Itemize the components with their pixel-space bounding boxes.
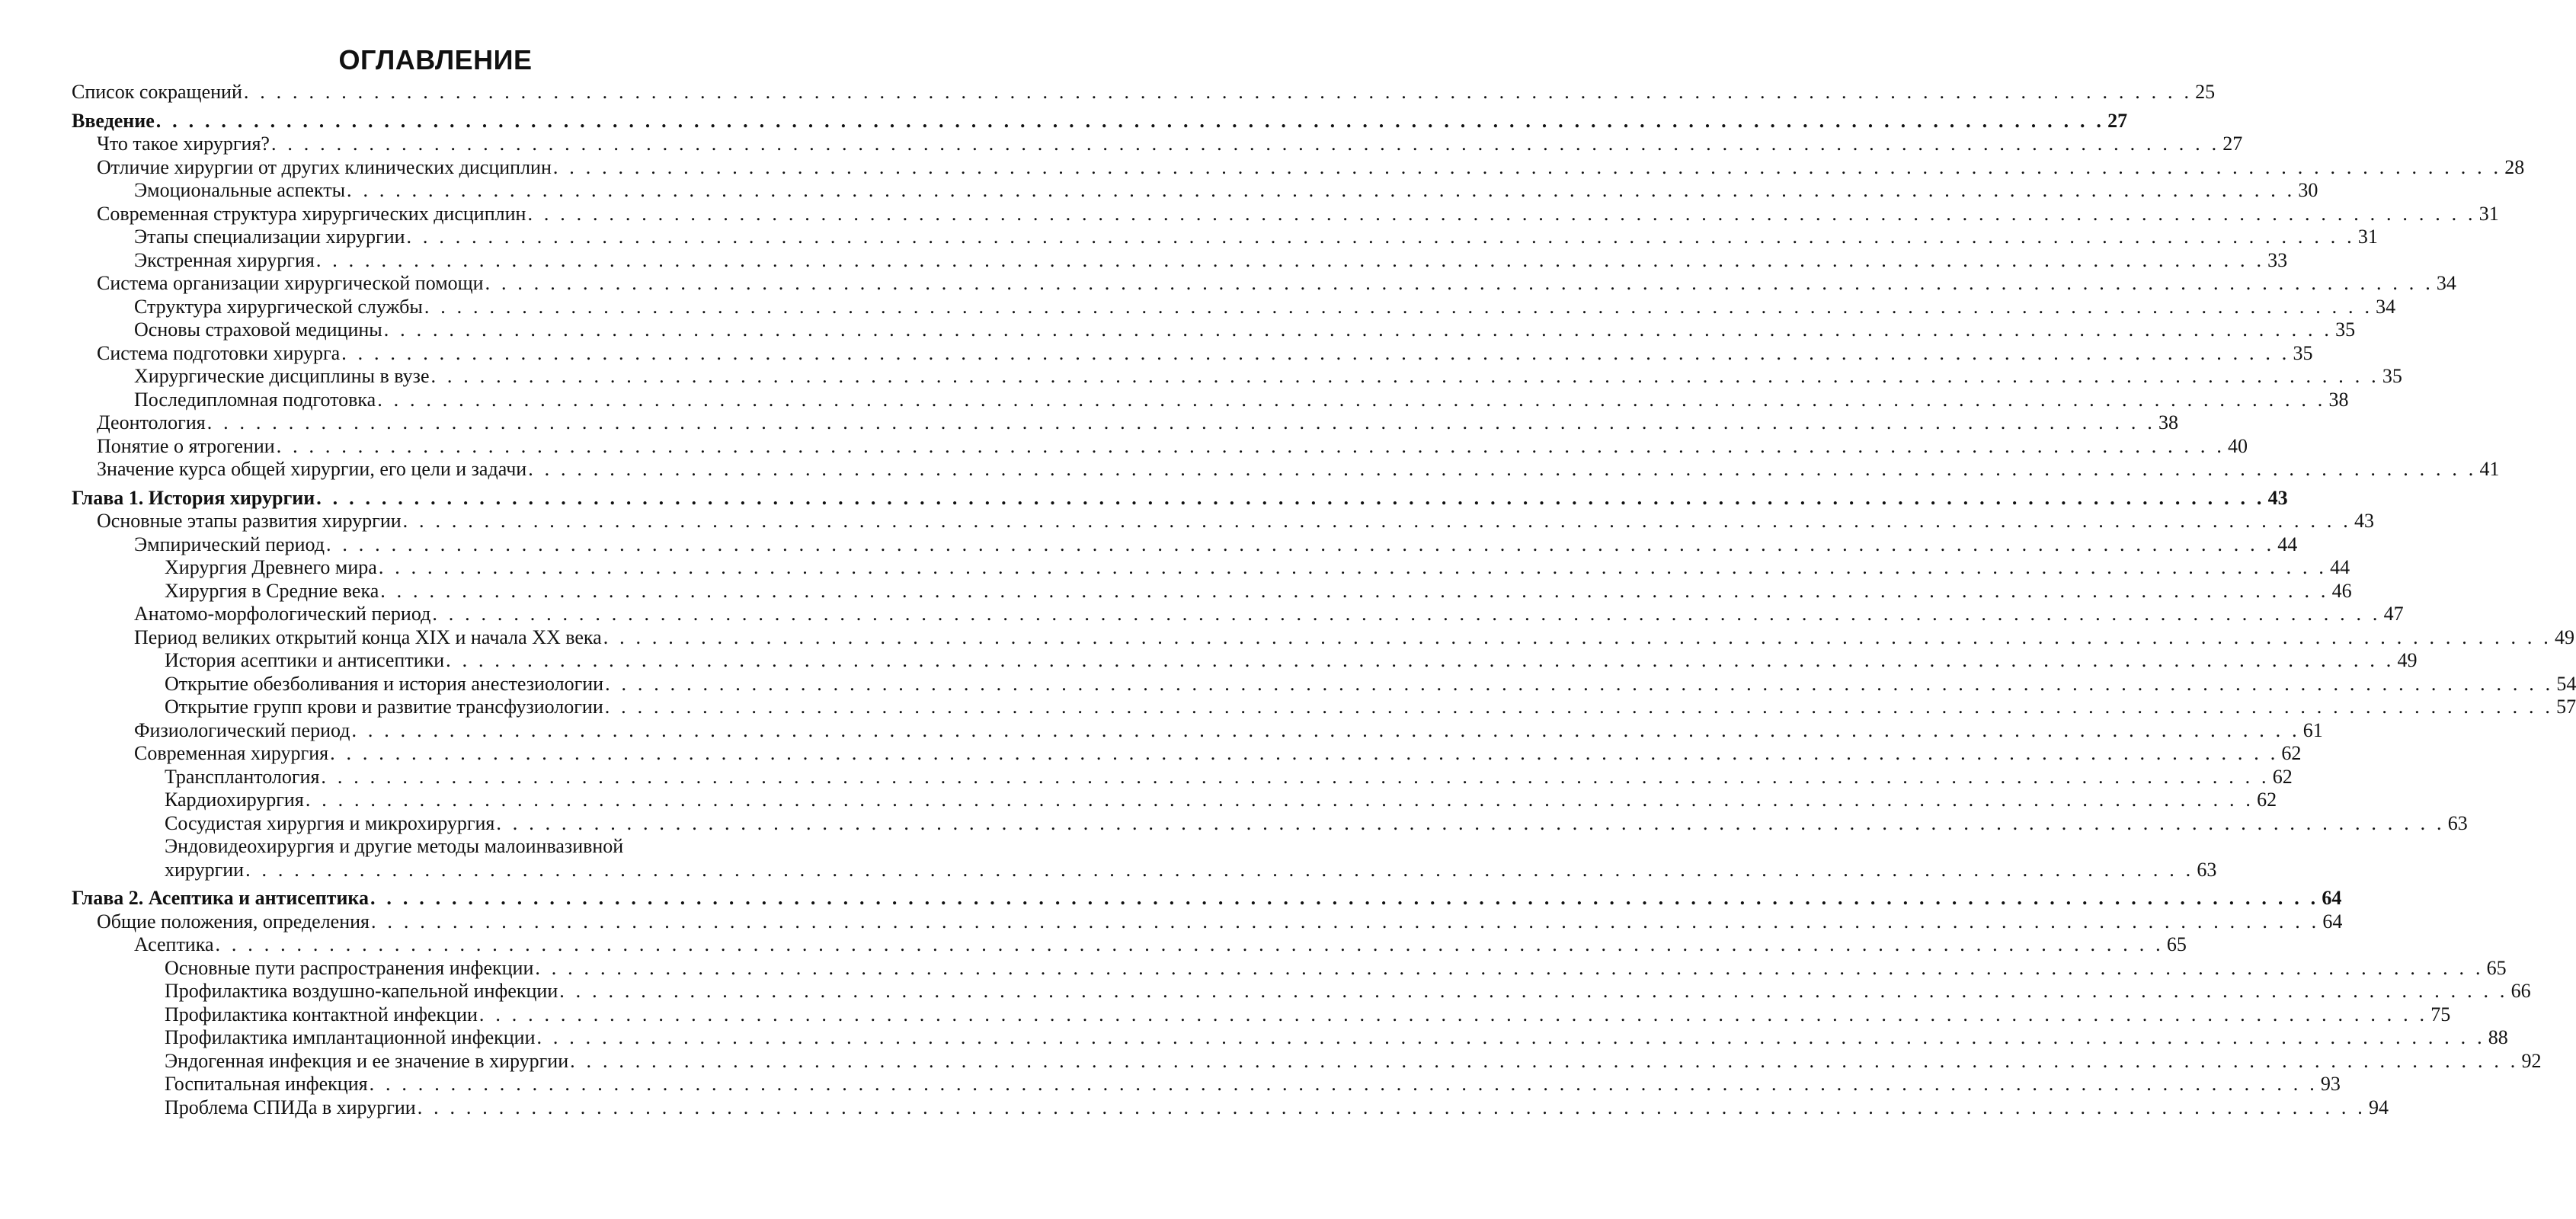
toc-entry-title: Система организации хирургической помощи — [97, 272, 484, 294]
toc-entry — [0, 649, 2418, 673]
toc-entry-page: 40 — [2228, 434, 2248, 457]
toc-entry — [0, 81, 2216, 104]
toc-entry-page: 35 — [2335, 318, 2356, 341]
toc-entry — [0, 696, 2576, 719]
toc-entry — [0, 1026, 2508, 1050]
toc-leader-dots: . . . . . . . . . . . . . . . . . . . . . . . . . . . . . . . . . . . . . . . . . . . . . . . . . . . . . . . . . . . . . . . . . . . . . . . . . . . . . . . . . . . . . . . . . . . . . . . . . . . . . . . . . . . . . . . . . . . . . . . . — [347, 179, 2296, 201]
toc-entry-page: 27 — [2222, 133, 2243, 155]
toc-entry-page: 88 — [2488, 1026, 2508, 1048]
toc-leader-dots: . . . . . . . . . . . . . . . . . . . . . . . . . . . . . . . . . . . . . . . . . . . . . . . . . . . . . . . . . . . . . . . . . . . . . . . . . . . . . . . . . . . . . . . . . . . . . . . . . . . . . . . . . . . . . . . . . . . . . . . . — [402, 510, 2351, 532]
toc-leader-dots: . . . . . . . . . . . . . . . . . . . . . . . . . . . . . . . . . . . . . . . . . . . . . . . . . . . . . . . . . . . . . . . . . . . . . . . . . . . . . . . . . . . . . . . . . . . . . . . . . . . . . . . . . . . . . . . . . . . . . . . . — [604, 696, 2554, 718]
toc-entry-title: Сосудистая хирургия и микрохирургия — [165, 811, 495, 834]
toc-entry-page: 65 — [2166, 933, 2187, 955]
toc-entry — [0, 811, 2468, 836]
toc-leader-dots: . . . . . . . . . . . . . . . . . . . . . . . . . . . . . . . . . . . . . . . . . . . . . . . . . . . . . . . . . . . . . . . . . . . . . . . . . . . . . . . . . . . . . . . . . . . . . . . . . . . . . . . . . . . . . . . . . . . . . . . . — [605, 672, 2554, 695]
toc-entry — [0, 887, 2342, 910]
toc-entry-page: 44 — [2330, 556, 2350, 578]
page-title: ОГЛАВЛЕНИЕ — [338, 44, 533, 75]
toc-entry-page: 62 — [2257, 789, 2277, 811]
toc-entry — [0, 980, 2531, 1003]
toc-entry-title: Введение — [72, 109, 155, 132]
toc-entry-page: 49 — [2397, 649, 2418, 671]
toc-entry-title: Эмпирический период — [134, 533, 325, 555]
toc-leader-dots: . . . . . . . . . . . . . . . . . . . . . . . . . . . . . . . . . . . . . . . . . . . . . . . . . . . . . . . . . . . . . . . . . . . . . . . . . . . . . . . . . . . . . . . . . . . . . . . . . . . . . . . . . . . . . . . . . . . . . . . . — [424, 295, 2373, 318]
toc-entry-page: 38 — [2328, 388, 2349, 411]
toc-leader-dots: . . . . . . . . . . . . . . . . . . . . . . . . . . . . . . . . . . . . . . . . . . . . . . . . . . . . . . . . . . . . . . . . . . . . . . . . . . . . . . . . . . . . . . . . . . . . . . . . . . . . . . . . . . . . . . . . . . . . . . . . — [380, 579, 2329, 602]
toc-entry-title: Открытие групп крови и развитие трансфузиологии — [165, 696, 603, 718]
toc-entry-page: 65 — [2486, 956, 2507, 979]
toc-leader-dots: . . . . . . . . . . . . . . . . . . . . . . . . . . . . . . . . . . . . . . . . . . . . . . . . . . . . . . . . . . . . . . . . . . . . . . . . . . . . . . . . . . . . . . . . . . . . . . . . . . . . . . . . . . . . . . . . . . . . . . . . — [370, 887, 2319, 909]
toc-leader-dots: . . . . . . . . . . . . . . . . . . . . . . . . . . . . . . . . . . . . . . . . . . . . . . . . . . . . . . . . . . . . . . . . . . . . . . . . . . . . . . . . . . . . . . . . . . . . . . . . . . . . . . . . . . . . . . . . . . . . . . . . — [536, 1026, 2485, 1048]
toc-entry-page: 46 — [2331, 579, 2352, 602]
toc-entry-page: 31 — [2478, 202, 2499, 225]
toc-leader-dots: . . . . . . . . . . . . . . . . . . . . . . . . . . . . . . . . . . . . . . . . . . . . . . . . . . . . . . . . . . . . . . . . . . . . . . . . . . . . . . . . . . . . . . . . . . . . . . . . . . . . . . . . . . . . . . . . . . . . . . . . — [377, 388, 2326, 411]
toc-entry-title: Основные этапы развития хирургии — [97, 510, 402, 532]
toc-leader-dots: . . . . . . . . . . . . . . . . . . . . . . . . . . . . . . . . . . . . . . . . . . . . . . . . . . . . . . . . . . . . . . . . . . . . . . . . . . . . . . . . . . . . . . . . . . . . . . . . . . . . . . . . . . . . . . . . . . . . . . . . — [378, 556, 2328, 578]
toc-entry-title: Современная структура хирургических дисциплин — [97, 202, 526, 225]
toc-entry-title: Отличие хирургии от других клинических дисциплин — [97, 155, 552, 178]
table-of-contents — [0, 81, 2576, 1119]
toc-leader-dots: . . . . . . . . . . . . . . . . . . . . . . . . . . . . . . . . . . . . . . . . . . . . . . . . . . . . . . . . . . . . . . . . . . . . . . . . . . . . . . . . . . . . . . . . . . . . . . . . . . . . . . . . . . . . . . . . . . . . . . . . — [270, 133, 2220, 155]
toc-entry-title: Госпитальная инфекция — [165, 1073, 368, 1095]
toc-entry — [0, 1073, 2341, 1096]
toc-entry-title: Открытие обезболивания и история анестезиологии — [165, 672, 604, 695]
toc-entry-page: 34 — [2436, 272, 2456, 294]
toc-entry — [0, 341, 2313, 366]
toc-leader-dots: . . . . . . . . . . . . . . . . . . . . . . . . . . . . . . . . . . . . . . . . . . . . . . . . . . . . . . . . . . . . . . . . . . . . . . . . . . . . . . . . . . . . . . . . . . . . . . . . . . . . . . . . . . . . . . . . . . . . . . . . — [552, 155, 2502, 178]
toc-entry-title: Система подготовки хирурга — [97, 341, 341, 364]
toc-entry — [0, 1003, 2451, 1027]
toc-entry — [0, 533, 2298, 557]
toc-leader-dots: . . . . . . . . . . . . . . . . . . . . . . . . . . . . . . . . . . . . . . . . . . . . . . . . . . . . . . . . . . . . . . . . . . . . . . . . . . . . . . . . . . . . . . . . . . . . . . . . . . . . . . . . . . . . . . . . . . . . . . . . — [535, 956, 2484, 979]
toc-entry-title: Деонтология — [97, 411, 206, 434]
toc-leader-dots: . . . . . . . . . . . . . . . . . . . . . . . . . . . . . . . . . . . . . . . . . . . . . . . . . . . . . . . . . . . . . . . . . . . . . . . . . . . . . . . . . . . . . . . . . . . . . . . . . . . . . . . . . . . . . . . . . . . . . . . . — [496, 811, 2445, 834]
toc-entry — [0, 226, 2378, 249]
toc-entry-page: 62 — [2281, 742, 2302, 764]
toc-entry-page: 93 — [2320, 1073, 2341, 1095]
toc-entry-title: Список сокращений — [72, 81, 242, 103]
toc-leader-dots: . . . . . . . . . . . . . . . . . . . . . . . . . . . . . . . . . . . . . . . . . . . . . . . . . . . . . . . . . . . . . . . . . . . . . . . . . . . . . . . . . . . . . . . . . . . . . . . . . . . . . . . . . . . . . . . . . . . . . . . . — [559, 980, 2508, 1002]
toc-entry-page: 49 — [2555, 625, 2575, 648]
toc-entry — [0, 365, 2402, 389]
toc-entry-page: 31 — [2357, 226, 2378, 248]
toc-entry — [0, 765, 2293, 789]
toc-entry-page: 47 — [2383, 603, 2404, 625]
toc-entry-page: 25 — [2195, 81, 2216, 103]
toc-leader-dots: . . . . . . . . . . . . . . . . . . . . . . . . . . . . . . . . . . . . . . . . . . . . . . . . . . . . . . . . . . . . . . . . . . . . . . . . . . . . . . . . . . . . . . . . . . . . . . . . . . . . . . . . . . . . . . . . . . . . . . . . — [316, 486, 2265, 509]
toc-entry — [0, 579, 2352, 603]
toc-leader-dots: . . . . . . . . . . . . . . . . . . . . . . . . . . . . . . . . . . . . . . . . . . . . . . . . . . . . . . . . . . . . . . . . . . . . . . . . . . . . . . . . . . . . . . . . . . . . . . . . . . . . . . . . . . . . . . . . . . . . . . . . — [570, 1049, 2519, 1072]
toc-entry-page: 33 — [2267, 248, 2288, 271]
toc-leader-dots: . . . . . . . . . . . . . . . . . . . . . . . . . . . . . . . . . . . . . . . . . . . . . . . . . . . . . . . . . . . . . . . . . . . . . . . . . . . . . . . . . . . . . . . . . . . . . . . . . . . . . . . . . . . . . . . . . . . . . . . . — [351, 718, 2300, 741]
toc-entry — [0, 109, 2128, 133]
toc-entry-title: Общие положения, определения — [97, 910, 370, 933]
toc-entry-page: 35 — [2293, 341, 2313, 364]
toc-leader-dots: . . . . . . . . . . . . . . . . . . . . . . . . . . . . . . . . . . . . . . . . . . . . . . . . . . . . . . . . . . . . . . . . . . . . . . . . . . . . . . . . . . . . . . . . . . . . . . . . . . . . . . . . . . . . . . . . . . . . . . . . — [478, 1003, 2428, 1025]
toc-entry-page: 63 — [2197, 858, 2217, 881]
toc-entry-title: Глава 1. История хирургии — [72, 486, 315, 509]
toc-entry — [0, 411, 2179, 435]
toc-entry-title: Хирургия в Средние века — [165, 579, 379, 602]
toc-entry-title: хирургии — [165, 858, 245, 881]
toc-entry-title: Кардиохирургия — [165, 789, 304, 811]
toc-entry-title: Профилактика контактной инфекции — [165, 1003, 478, 1025]
toc-entry-page: 41 — [2479, 458, 2500, 480]
toc-entry — [0, 910, 2343, 934]
toc-leader-dots: . . . . . . . . . . . . . . . . . . . . . . . . . . . . . . . . . . . . . . . . . . . . . . . . . . . . . . . . . . . . . . . . . . . . . . . . . . . . . . . . . . . . . . . . . . . . . . . . . . . . . . . . . . . . . . . . . . . . . . . . — [371, 910, 2320, 933]
toc-entry — [0, 318, 2356, 342]
toc-entry-page: 64 — [2322, 910, 2343, 933]
toc-entry-page: 64 — [2322, 887, 2342, 909]
toc-entry — [0, 179, 2318, 203]
toc-entry — [0, 486, 2288, 510]
toc-entry-title: Структура хирургической службы — [134, 295, 423, 318]
toc-entry — [0, 835, 871, 859]
toc-leader-dots: . . . . . . . . . . . . . . . . . . . . . . . . . . . . . . . . . . . . . . . . . . . . . . . . . . . . . . . . . . . . . . . . . . . . . . . . . . . . . . . . . . . . . . . . . . . . . . . . . . . . . . . . . . . . . . . . . . . . . . . . — [603, 625, 2552, 648]
toc-entry-title: Современная хирургия — [134, 742, 329, 764]
toc-leader-dots: . . . . . . . . . . . . . . . . . . . . . . . . . . . . . . . . . . . . . . . . . . . . . . . . . . . . . . . . . . . . . . . . . . . . . . . . . . . . . . . . . . . . . . . . . . . . . . . . . . . . . . . . . . . . . . . . . . . . . . . . — [341, 341, 2290, 364]
toc-entry — [0, 789, 2277, 812]
toc-entry — [0, 718, 2323, 743]
toc-entry — [0, 458, 2500, 482]
toc-entry — [0, 155, 2525, 180]
toc-leader-dots: . . . . . . . . . . . . . . . . . . . . . . . . . . . . . . . . . . . . . . . . . . . . . . . . . . . . . . . . . . . . . . . . . . . . . . . . . . . . . . . . . . . . . . . . . . . . . . . . . . . . . . . . . . . . . . . . . . . . . . . . — [446, 649, 2395, 671]
toc-leader-dots: . . . . . . . . . . . . . . . . . . . . . . . . . . . . . . . . . . . . . . . . . . . . . . . . . . . . . . . . . . . . . . . . . . . . . . . . . . . . . . . . . . . . . . . . . . . . . . . . . . . . . . . . . . . . . . . . . . . . . . . . — [432, 603, 2381, 625]
toc-leader-dots: . . . . . . . . . . . . . . . . . . . . . . . . . . . . . . . . . . . . . . . . . . . . . . . . . . . . . . . . . . . . . . . . . . . . . . . . . . . . . . . . . . . . . . . . . . . . . . . . . . . . . . . . . . . . . . . . . . . . . . . . — [406, 226, 2355, 248]
toc-entry — [0, 388, 2349, 412]
toc-entry-page: 92 — [2521, 1049, 2542, 1072]
toc-entry — [0, 1096, 2389, 1120]
toc-entry-title: Основные пути распространения инфекции — [165, 956, 534, 979]
toc-entry — [0, 603, 2404, 626]
toc-entry — [0, 742, 2302, 766]
toc-entry-title: Трансплантология — [165, 765, 320, 788]
toc-entry-page: 30 — [2298, 179, 2318, 201]
toc-leader-dots: . . . . . . . . . . . . . . . . . . . . . . . . . . . . . . . . . . . . . . . . . . . . . . . . . . . . . . . . . . . . . . . . . . . . . . . . . . . . . . . . . . . . . . . . . . . . . . . . . . . . . . . . . . . . . . . . . . . . . . . . — [276, 434, 2226, 457]
toc-entry-page: 63 — [2447, 811, 2468, 834]
toc-entry-title: Период великих открытий конца XIX и начала XX века — [134, 625, 602, 648]
toc-entry-page: 43 — [2267, 486, 2288, 509]
toc-entry-title: Эндовидеохирургия и другие методы малоинвазивной — [165, 835, 624, 857]
toc-entry-title: Глава 2. Асептика и антисептика — [72, 887, 370, 909]
toc-entry — [0, 625, 2575, 650]
toc-entry — [0, 133, 2243, 156]
toc-leader-dots: . . . . . . . . . . . . . . . . . . . . . . . . . . . . . . . . . . . . . . . . . . . . . . . . . . . . . . . . . . . . . . . . . . . . . . . . . . . . . . . . . . . . . . . . . . . . . . . . . . . . . . . . . . . . . . . . . . . . . . . . — [325, 533, 2275, 555]
toc-entry-title: Что такое хирургия? — [97, 133, 270, 155]
toc-entry-title: Профилактика имплантационной инфекции — [165, 1026, 536, 1048]
toc-entry-title: Эндогенная инфекция и ее значение в хирургии — [165, 1049, 569, 1072]
toc-entry-title: Проблема СПИДа в хирургии — [165, 1096, 416, 1118]
toc-entry-page: 94 — [2369, 1096, 2389, 1118]
toc-entry — [0, 1049, 2542, 1073]
toc-entry-page: 44 — [2277, 533, 2298, 555]
toc-leader-dots: . . . . . . . . . . . . . . . . . . . . . . . . . . . . . . . . . . . . . . . . . . . . . . . . . . . . . . . . . . . . . . . . . . . . . . . . . . . . . . . . . . . . . . . . . . . . . . . . . . . . . . . . . . . . . . . . . . . . . . . . — [321, 765, 2270, 788]
toc-entry-title: История асептики и антисептики — [165, 649, 445, 671]
toc-entry-page: 27 — [2107, 109, 2128, 132]
toc-entry-page: 43 — [2354, 510, 2374, 532]
toc-leader-dots: . . . . . . . . . . . . . . . . . . . . . . . . . . . . . . . . . . . . . . . . . . . . . . . . . . . . . . . . . . . . . . . . . . . . . . . . . . . . . . . . . . . . . . . . . . . . . . . . . . . . . . . . . . . . . . . . . . . . . . . . — [369, 1073, 2318, 1095]
toc-leader-dots: . . . . . . . . . . . . . . . . . . . . . . . . . . . . . . . . . . . . . . . . . . . . . . . . . . . . . . . . . . . . . . . . . . . . . . . . . . . . . . . . . . . . . . . . . . . . . . . . . . . . . . . . . . . . . . . . . . . . . . . . — [305, 789, 2254, 811]
toc-entry-title: Хирургические дисциплины в вузе — [134, 365, 430, 387]
toc-entry — [0, 858, 2217, 882]
toc-leader-dots: . . . . . . . . . . . . . . . . . . . . . . . . . . . . . . . . . . . . . . . . . . . . . . . . . . . . . . . . . . . . . . . . . . . . . . . . . . . . . . . . . . . . . . . . . . . . . . . . . . . . . . . . . . . . . . . . . . . . . . . . — [315, 248, 2265, 271]
toc-entry-title: Этапы специализации хирургии — [134, 226, 405, 248]
toc-entry-page: 38 — [2158, 411, 2179, 434]
toc-entry-title: Хирургия Древнего мира — [165, 556, 377, 578]
toc-entry — [0, 248, 2288, 273]
toc-entry-page: 75 — [2430, 1003, 2451, 1025]
toc-leader-dots: . . . . . . . . . . . . . . . . . . . . . . . . . . . . . . . . . . . . . . . . . . . . . . . . . . . . . . . . . . . . . . . . . . . . . . . . . . . . . . . . . . . . . . . . . . . . . . . . . . . . . . . . . . . . . . . . . . . . . . . . — [417, 1096, 2366, 1118]
toc-leader-dots: . . . . . . . . . . . . . . . . . . . . . . . . . . . . . . . . . . . . . . . . . . . . . . . . . . . . . . . . . . . . . . . . . . . . . . . . . . . . . . . . . . . . . . . . . . . . . . . . . . . . . . . . . . . . . . . . . . . . . . . . — [243, 81, 2193, 103]
toc-leader-dots: . . . . . . . . . . . . . . . . . . . . . . . . . . . . . . . . . . . . . . . . . . . . . . . . . . . . . . . . . . . . . . . . . . . . . . . . . . . . . . . . . . . . . . . . . . . . . . . . . . . . . . . . . . . . . . . . . . . . . . . . — [485, 272, 2434, 294]
toc-entry-page: 66 — [2510, 980, 2531, 1002]
toc-entry — [0, 933, 2187, 957]
toc-entry-page: 61 — [2302, 718, 2323, 741]
toc-leader-dots: . . . . . . . . . . . . . . . . . . . . . . . . . . . . . . . . . . . . . . . . . . . . . . . . . . . . . . . . . . . . . . . . . . . . . . . . . . . . . . . . . . . . . . . . . . . . . . . . . . . . . . . . . . . . . . . . . . . . . . . . — [215, 933, 2164, 955]
toc-entry-title: Основы страховой медицины — [134, 318, 382, 341]
toc-entry — [0, 510, 2374, 533]
toc-entry-title: Профилактика воздушно-капельной инфекции — [165, 980, 558, 1002]
toc-entry-page: 57 — [2556, 696, 2576, 718]
toc-entry — [0, 202, 2499, 226]
toc-entry-page: 54 — [2556, 672, 2576, 695]
toc-entry-title: Последипломная подготовка — [134, 388, 376, 411]
toc-entry-title: Экстренная хирургия — [134, 248, 315, 271]
toc-entry-title: Асептика — [134, 933, 214, 955]
toc-leader-dots: . . . . . . . . . . . . . . . . . . . . . . . . . . . . . . . . . . . . . . . . . . . . . . . . . . . . . . . . . . . . . . . . . . . . . . . . . . . . . . . . . . . . . . . . . . . . . . . . . . . . . . . . . . . . . . . . . . . . . . . . — [330, 742, 2279, 764]
toc-entry-title: Физиологический период — [134, 718, 350, 741]
toc-entry — [0, 956, 2507, 981]
toc-entry-title: Значение курса общей хирургии, его цели и задачи — [97, 458, 527, 480]
toc-entry-page: 34 — [2376, 295, 2396, 318]
toc-leader-dots: . . . . . . . . . . . . . . . . . . . . . . . . . . . . . . . . . . . . . . . . . . . . . . . . . . . . . . . . . . . . . . . . . . . . . . . . . . . . . . . . . . . . . . . . . . . . . . . . . . . . . . . . . . . . . . . . . . . . . . . . — [528, 458, 2477, 480]
toc-entry — [0, 556, 2350, 580]
toc-leader-dots: . . . . . . . . . . . . . . . . . . . . . . . . . . . . . . . . . . . . . . . . . . . . . . . . . . . . . . . . . . . . . . . . . . . . . . . . . . . . . . . . . . . . . . . . . . . . . . . . . . . . . . . . . . . . . . . . . . . . . . . . — [527, 202, 2476, 225]
toc-entry-title: Эмоциональные аспекты — [134, 179, 346, 201]
toc-entry-page: 62 — [2272, 765, 2293, 788]
toc-leader-dots: . . . . . . . . . . . . . . . . . . . . . . . . . . . . . . . . . . . . . . . . . . . . . . . . . . . . . . . . . . . . . . . . . . . . . . . . . . . . . . . . . . . . . . . . . . . . . . . . . . . . . . . . . . . . . . . . . . . . . . . . — [155, 109, 2105, 132]
toc-entry-title: Анатомо-морфологический период — [134, 603, 431, 625]
toc-leader-dots: . . . . . . . . . . . . . . . . . . . . . . . . . . . . . . . . . . . . . . . . . . . . . . . . . . . . . . . . . . . . . . . . . . . . . . . . . . . . . . . . . . . . . . . . . . . . . . . . . . . . . . . . . . . . . . . . . . . . . . . . — [383, 318, 2333, 341]
toc-leader-dots: . . . . . . . . . . . . . . . . . . . . . . . . . . . . . . . . . . . . . . . . . . . . . . . . . . . . . . . . . . . . . . . . . . . . . . . . . . . . . . . . . . . . . . . . . . . . . . . . . . . . . . . . . . . . . . . . . . . . . . . . — [430, 365, 2379, 387]
toc-leader-dots: . . . . . . . . . . . . . . . . . . . . . . . . . . . . . . . . . . . . . . . . . . . . . . . . . . . . . . . . . . . . . . . . . . . . . . . . . . . . . . . . . . . . . . . . . . . . . . . . . . . . . . . . . . . . . . . . . . . . . . . . — [206, 411, 2156, 434]
toc-entry — [0, 272, 2456, 296]
toc-entry-title: Понятие о ятрогении — [97, 434, 275, 457]
toc-entry — [0, 672, 2576, 696]
toc-entry — [0, 434, 2248, 459]
toc-entry-page: 28 — [2504, 155, 2525, 178]
toc-entry-page: 35 — [2382, 365, 2402, 387]
toc-leader-dots: . . . . . . . . . . . . . . . . . . . . . . . . . . . . . . . . . . . . . . . . . . . . . . . . . . . . . . . . . . . . . . . . . . . . . . . . . . . . . . . . . . . . . . . . . . . . . . . . . . . . . . . . . . . . . . . . . . . . . . . . — [245, 858, 2194, 881]
toc-entry — [0, 295, 2396, 319]
